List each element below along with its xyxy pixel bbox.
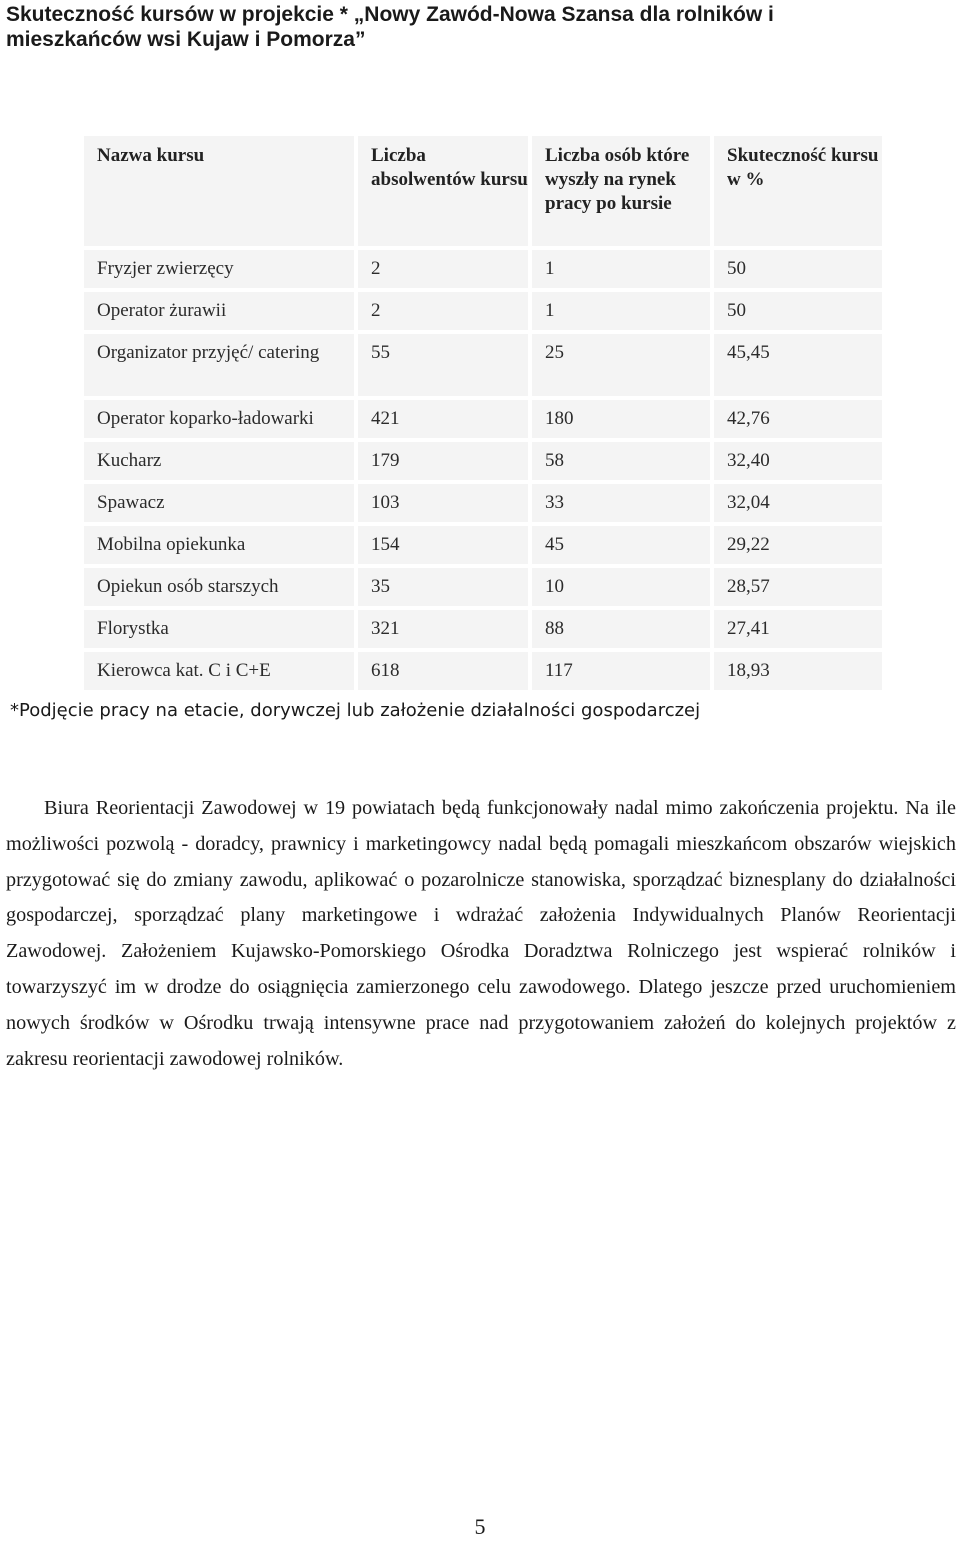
course-name-cell: Kierowca kat. C i C+E	[84, 652, 354, 690]
graduates-cell: 2	[358, 250, 528, 288]
course-name-cell: Kucharz	[84, 442, 354, 480]
employed-cell: 180	[532, 400, 710, 438]
graduates-cell: 35	[358, 568, 528, 606]
effectiveness-cell: 42,76	[714, 400, 882, 438]
employed-cell: 33	[532, 484, 710, 522]
effectiveness-cell: 50	[714, 250, 882, 288]
table-row	[84, 652, 882, 690]
course-name-cell: Opiekun osób starszych	[84, 568, 354, 606]
employed-cell: 88	[532, 610, 710, 648]
column-header-course-name: Nazwa kursu	[84, 136, 354, 246]
effectiveness-cell: 27,41	[714, 610, 882, 648]
effectiveness-cell: 50	[714, 292, 882, 330]
table-row	[84, 484, 882, 522]
course-name-cell: Mobilna opiekunka	[84, 526, 354, 564]
graduates-cell: 179	[358, 442, 528, 480]
effectiveness-cell: 45,45	[714, 334, 882, 396]
graduates-cell: 55	[358, 334, 528, 396]
graduates-cell: 154	[358, 526, 528, 564]
employed-cell: 45	[532, 526, 710, 564]
table-row	[84, 610, 882, 648]
table-footnote: *Podjęcie pracy na etacie, dorywczej lub założenie działalności gospodarczej	[10, 700, 701, 721]
table-row	[84, 568, 882, 606]
course-name-cell: Operator koparko-ładowarki	[84, 400, 354, 438]
graduates-cell: 2	[358, 292, 528, 330]
course-name-cell: Florystka	[84, 610, 354, 648]
graduates-cell: 321	[358, 610, 528, 648]
column-header-graduates: Liczba absolwentów kursu	[358, 136, 528, 246]
table-row	[84, 526, 882, 564]
employed-cell: 1	[532, 292, 710, 330]
employed-cell: 25	[532, 334, 710, 396]
course-name-cell: Organizator przyjęć/ catering	[84, 334, 354, 396]
course-effectiveness-table	[80, 132, 886, 694]
course-name-cell: Operator żurawii	[84, 292, 354, 330]
employed-cell: 10	[532, 568, 710, 606]
effectiveness-cell: 32,04	[714, 484, 882, 522]
employed-cell: 117	[532, 652, 710, 690]
employed-cell: 58	[532, 442, 710, 480]
employed-cell: 1	[532, 250, 710, 288]
page-title: Skuteczność kursów w projekcie * „Nowy Zawód-Nowa Szansa dla rolników i mieszkańców wsi Kujaw i Pomorza”	[6, 3, 774, 51]
column-header-employed: Liczba osób które wyszły na rynek pracy po kursie	[532, 136, 710, 246]
effectiveness-cell: 28,57	[714, 568, 882, 606]
graduates-cell: 618	[358, 652, 528, 690]
graduates-cell: 103	[358, 484, 528, 522]
table-row	[84, 292, 882, 330]
graduates-cell: 421	[358, 400, 528, 438]
page-number: 5	[474, 1514, 486, 1539]
body-paragraph: Biura Reorientacji Zawodowej w 19 powiatach będą funkcjonowały nadal mimo zakończenia projektu. Na ile możliwości pozwolą - doradcy, prawnicy i marketingowcy nadal będą pomagali mieszkańcom obszarów wiejskich przygotować się do zmiany zawodu, aplikować o pozarolnicze stanowiska, sporządzać biznesplany do działalności gospodarczej, sporządzać plany marketingowe i wdrażać założenia Indywidualnych Planów Reorientacji Zawodowej. Założeniem Kujawsko-Pomorskiego Ośrodka Doradztwa Rolniczego jest wspierać rolników i towarzyszyć im w drodze do osiągnięcia zamierzonego celu zawodowego. Dlatego jeszcze przed uruchomieniem nowych środków w Ośrodku trwają intensywne prace nad przygotowaniem założeń do kolejnych projektów z zakresu reorientacji zawodowej rolników.	[6, 797, 956, 1070]
effectiveness-cell: 29,22	[714, 526, 882, 564]
table-row	[84, 334, 882, 396]
effectiveness-cell: 32,40	[714, 442, 882, 480]
table-header-row	[84, 136, 882, 246]
course-name-cell: Fryzjer zwierzęcy	[84, 250, 354, 288]
table-row	[84, 400, 882, 438]
table-row	[84, 442, 882, 480]
table-row	[84, 250, 882, 288]
column-header-effectiveness: Skuteczność kursu w %	[714, 136, 882, 246]
course-name-cell: Spawacz	[84, 484, 354, 522]
effectiveness-cell: 18,93	[714, 652, 882, 690]
